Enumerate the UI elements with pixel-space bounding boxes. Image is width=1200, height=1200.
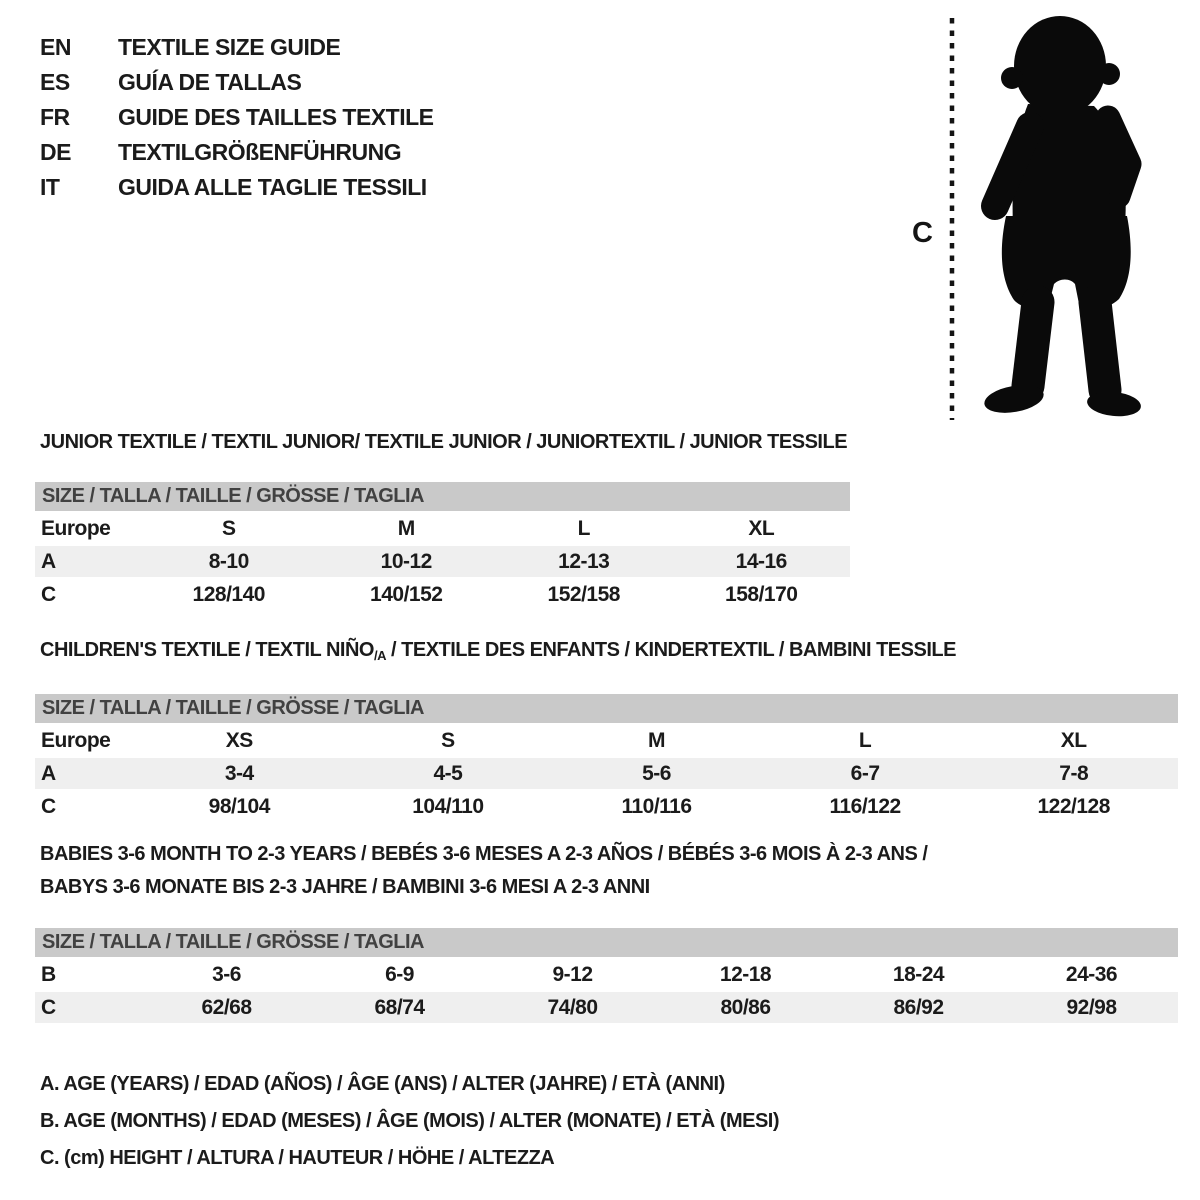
language-title: TEXTILGRÖßENFÜHRUNG [118, 139, 402, 165]
table-cell: 6-7 [850, 762, 880, 785]
table-cell: 80/86 [720, 996, 771, 1019]
row-label: A [41, 550, 56, 573]
row-label: C [41, 583, 56, 606]
legend-line-c: C. (cm) HEIGHT / ALTURA / HAUTEUR / HÖHE / ALTEZZA [40, 1147, 555, 1169]
table-cell: S [221, 517, 236, 540]
measure-label-c: C [912, 217, 933, 249]
language-row [40, 135, 434, 170]
table-cell: 3-4 [224, 762, 254, 785]
language-row [40, 100, 434, 135]
table-row [35, 513, 850, 544]
table-cell: 68/74 [374, 996, 425, 1019]
language-code: ES [40, 69, 70, 95]
row-label: Europe [41, 517, 111, 540]
height-figure [890, 8, 1185, 433]
table-cell: 14-16 [735, 550, 787, 573]
size-header-bar: SIZE / TALLA / TAILLE / GRÖSSE / TAGLIA [35, 482, 850, 511]
legend-line-b: B. AGE (MONTHS) / EDAD (MESES) / ÂGE (MOIS) / ALTER (MONATE) / ETÀ (MESI) [40, 1110, 780, 1132]
table-cell: XS [225, 729, 253, 752]
table-row [35, 758, 1178, 789]
table-row [35, 992, 1178, 1023]
table-cell: 10-12 [380, 550, 432, 573]
size-header-bar: SIZE / TALLA / TAILLE / GRÖSSE / TAGLIA [35, 694, 1178, 723]
table-cell: L [858, 729, 872, 752]
legend-line-a: A. AGE (YEARS) / EDAD (AÑOS) / ÂGE (ANS) / ALTER (JAHRE) / ETÀ (ANNI) [40, 1073, 725, 1095]
row-label: B [41, 963, 56, 986]
table-cell: 140/152 [370, 583, 443, 606]
section-children-textile [35, 638, 1178, 822]
table-cell: M [647, 729, 665, 752]
heading-line: BABIES 3-6 MONTH TO 2-3 YEARS / BEBÉS 3-6 MESES A 2-3 AÑOS / BÉBÉS 3-6 MOIS À 2-3 ANS / [40, 843, 928, 865]
table-cell: 5-6 [642, 762, 671, 785]
table-cell: 18-24 [892, 963, 945, 986]
heading-line: BABYS 3-6 MONATE BIS 2-3 JAHRE / BAMBINI 3-6 MESI A 2-3 ANNI [40, 876, 650, 898]
table-row [35, 546, 850, 577]
size-table-children [35, 725, 1178, 822]
table-cell: XL [748, 517, 775, 540]
table-cell: 86/92 [893, 996, 944, 1019]
table-row [35, 959, 1178, 990]
heading-subscript: /A [373, 648, 386, 663]
table-cell: 7-8 [1059, 762, 1089, 785]
table-cell: 92/98 [1066, 996, 1117, 1019]
row-label: C [41, 795, 56, 818]
table-cell: 9-12 [552, 963, 593, 986]
table-cell: 122/128 [1037, 795, 1110, 818]
table-cell: M [397, 517, 415, 540]
size-table-babies [35, 959, 1178, 1023]
table-cell: 4-5 [433, 762, 463, 785]
table-cell: L [577, 517, 590, 540]
section-heading [35, 838, 1178, 904]
row-label: Europe [41, 729, 111, 752]
table-cell: 3-6 [212, 963, 241, 986]
language-row [40, 30, 434, 65]
language-row [40, 170, 434, 205]
table-cell: 104/110 [412, 795, 484, 818]
language-code: FR [40, 104, 70, 130]
table-row [35, 791, 1178, 822]
language-code: IT [40, 174, 60, 200]
table-cell: 24-36 [1065, 963, 1118, 986]
table-cell: 110/116 [621, 795, 692, 818]
table-cell: 116/122 [829, 795, 901, 818]
language-code: EN [40, 34, 71, 60]
table-cell: 152/158 [547, 583, 620, 606]
heading-text: / TEXTILE DES ENFANTS / KINDERTEXTIL / BAMBINI TESSILE [385, 639, 956, 661]
section-heading: JUNIOR TEXTILE / TEXTIL JUNIOR/ TEXTILE JUNIOR / JUNIORTEXTIL / JUNIOR TESSILE [40, 431, 848, 453]
row-label: A [41, 762, 56, 785]
table-cell: 8-10 [208, 550, 249, 573]
language-title: GUÍA DE TALLAS [118, 69, 302, 95]
size-header-bar: SIZE / TALLA / TAILLE / GRÖSSE / TAGLIA [35, 928, 1178, 957]
table-cell: XL [1060, 729, 1087, 752]
table-cell: S [441, 729, 455, 752]
toddler-silhouette [982, 16, 1142, 419]
language-title: GUIDA ALLE TAGLIE TESSILI [118, 174, 427, 200]
language-code: DE [40, 139, 71, 165]
section-heading [40, 638, 1178, 668]
table-cell: 62/68 [201, 996, 252, 1019]
table-cell: 12-13 [558, 550, 610, 573]
table-cell: 128/140 [192, 583, 265, 606]
language-title: TEXTILE SIZE GUIDE [118, 34, 341, 60]
section-babies-textile [35, 838, 1178, 1023]
table-row [35, 579, 850, 610]
table-cell: 12-18 [719, 963, 772, 986]
table-cell: 98/104 [208, 795, 270, 818]
section-junior-textile [35, 430, 850, 610]
language-row [40, 65, 434, 100]
table-cell: 158/170 [725, 583, 798, 606]
table-cell: 74/80 [547, 996, 598, 1019]
size-table-junior [35, 513, 850, 610]
heading-text: CHILDREN'S TEXTILE / TEXTIL NIÑO [40, 639, 374, 661]
language-title: GUIDE DES TAILLES TEXTILE [118, 104, 434, 130]
language-title-block [40, 30, 434, 205]
legend [40, 1066, 779, 1177]
row-label: C [41, 996, 56, 1019]
table-cell: 6-9 [385, 963, 414, 986]
table-row [35, 725, 1178, 756]
